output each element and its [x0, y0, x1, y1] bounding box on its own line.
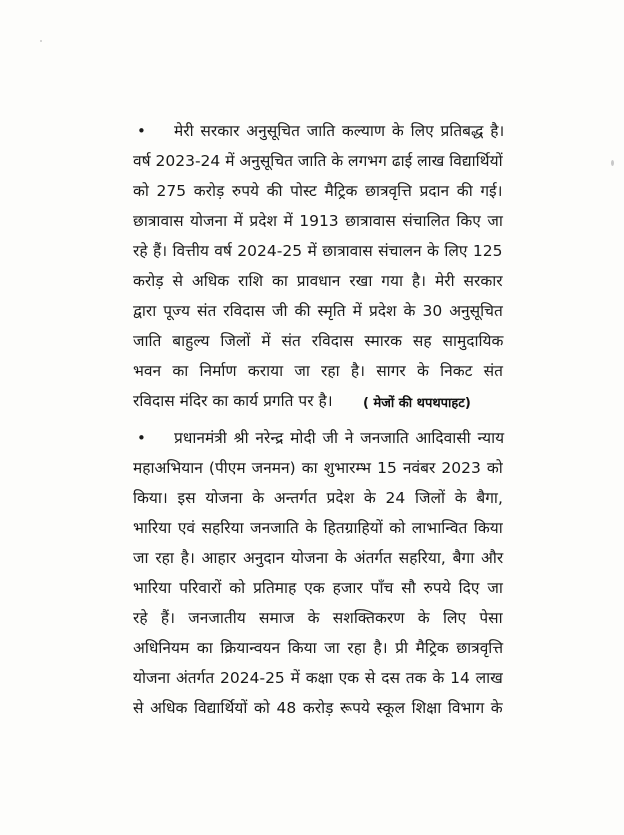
paragraph-line: जा रहा है। आहार अनुदान योजना के अंतर्गत सहरिया, बैगा और [133, 549, 504, 567]
paragraph-line: जाति बाहुल्य जिलों में संत रविदास स्मारक सह सामुदायिक [133, 332, 504, 350]
paragraph-line: रविदास मंदिर का कार्य प्रगति पर है। [133, 392, 333, 410]
scan-speck [611, 160, 614, 166]
paragraph-line: भारिया परिवारों को प्रतिमाह एक हजार पाँच सौ रुपये दिए जा [133, 579, 503, 597]
paragraph-line: रहे हैं। जनजातीय समाज के सशक्तिकरण के लिए पेसा [133, 609, 503, 627]
scan-speck [40, 40, 42, 42]
paragraph-line: महाअभियान (पीएम जनमन) का शुभारम्भ 15 नवंबर 2023 को [133, 459, 503, 477]
bullet-point: • [137, 429, 146, 447]
paragraph-line: प्रधानमंत्री श्री नरेन्द्र मोदी जी ने जनजाति आदिवासी न्याय [174, 429, 505, 447]
paragraph-line: से अधिक विद्यार्थियों को 48 करोड़ रूपये स्कूल शिक्षा विभाग के [133, 699, 503, 717]
paragraph-line: योजना अंतर्गत 2024-25 में कक्षा एक से दस तक के 14 लाख [133, 669, 503, 687]
paragraph-line: वर्ष 2023-24 में अनुसूचित जाति के लगभग ढाई लाख विद्यार्थियों [133, 152, 503, 170]
bullet-point: • [137, 122, 146, 140]
paragraph-line: अधिनियम का क्रियान्वयन किया जा रहा है। प्री मैट्रिक छात्रवृत्ति [133, 639, 504, 657]
paragraph-line: द्वारा पूज्य संत रविदास जी की स्मृति में प्रदेश के 30 अनुसूचित [133, 302, 503, 320]
paragraph-pm-janman [133, 428, 513, 728]
paragraph-line: भवन का निर्माण कराया जा रहा है। सागर के निकट संत [133, 362, 503, 380]
paragraph-line: किया। इस योजना के अन्तर्गत प्रदेश के 24 जिलों के बैगा, [133, 489, 503, 507]
paragraph-line: छात्रावास योजना में प्रदेश में 1913 छात्रावास संचालित किए जा [133, 212, 503, 230]
paragraph-line: रहे हैं। वित्तीय वर्ष 2024-25 में छात्रावास संचालन के लिए 125 [133, 242, 503, 260]
paragraph-line: भारिया एवं सहरिया जनजाति के हितग्राहियों को लाभान्वित किया [133, 519, 503, 537]
paragraph-line: करोड़ से अधिक राशि का प्रावधान रखा गया है। मेरी सरकार [133, 272, 503, 290]
paragraph-line: मेरी सरकार अनुसूचित जाति कल्याण के लिए प्रतिबद्ध है। [174, 122, 505, 140]
paragraph-line: को 275 करोड़ रुपये की पोस्ट मैट्रिक छात्रवृत्ति प्रदान की गई। [133, 182, 503, 200]
applause-annotation: ( मेजों की थपथपाहट) [363, 396, 471, 411]
paragraph-sc-welfare [133, 121, 513, 421]
